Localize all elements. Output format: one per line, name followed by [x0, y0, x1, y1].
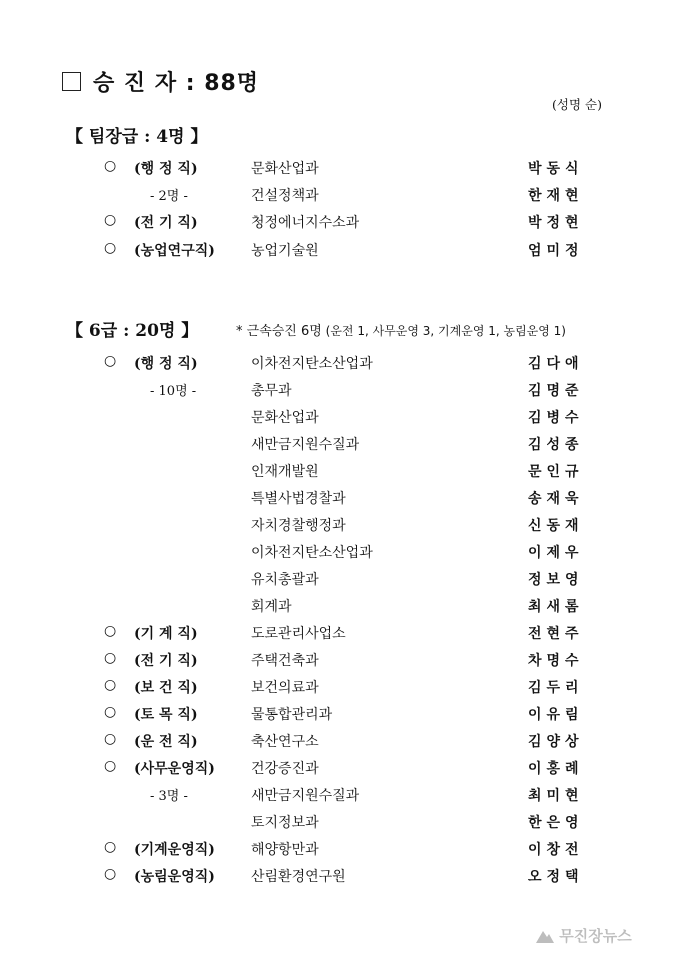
person-name: 엄미정	[528, 242, 584, 259]
person-name: 최미현	[528, 788, 584, 804]
list-item	[0, 758, 680, 784]
seniority-note-prefix: * 근속승진 6명	[236, 324, 322, 339]
person-name: 김두리	[528, 680, 584, 696]
list-item	[0, 839, 680, 865]
bullet-circle-icon: ○	[104, 731, 117, 747]
person-name: 문인규	[528, 464, 584, 480]
person-name: 이제우	[528, 545, 584, 561]
list-item	[0, 731, 680, 757]
list-item	[0, 569, 680, 595]
job-category: (운 전 직)	[134, 734, 198, 750]
person-name: 김다애	[528, 356, 584, 372]
department: 문화산업과	[251, 161, 319, 177]
list-item	[0, 542, 680, 568]
page-title	[62, 66, 259, 97]
title-text: 승 진 자 : 88명	[93, 71, 260, 96]
bullet-circle-icon: ○	[104, 158, 117, 174]
list-item	[0, 353, 680, 379]
list-item	[0, 785, 680, 811]
bullet-circle-icon: ○	[104, 704, 117, 720]
seniority-note	[236, 320, 566, 339]
group-count: - 3명 -	[150, 789, 188, 804]
person-name: 한은영	[528, 815, 584, 831]
department: 청정에너지수소과	[251, 215, 360, 232]
person-name: 송재욱	[528, 491, 584, 507]
job-category: (사무운영직)	[134, 761, 215, 777]
list-item	[0, 650, 680, 676]
list-item	[0, 488, 680, 514]
bullet-circle-icon: ○	[104, 212, 117, 229]
person-name: 차명수	[528, 653, 584, 669]
list-item	[0, 515, 680, 541]
person-name: 한재현	[528, 188, 584, 205]
department: 토지정보과	[251, 815, 319, 831]
bullet-circle-icon: ○	[104, 239, 117, 256]
person-name: 박동식	[528, 161, 584, 177]
bullet-circle-icon: ○	[104, 758, 117, 774]
department: 도로관리사업소	[251, 626, 346, 642]
list-item	[0, 461, 680, 487]
job-category: (전 기 직)	[134, 215, 198, 232]
list-item	[0, 212, 680, 238]
job-category: (행 정 직)	[134, 356, 198, 372]
job-category: (보 건 직)	[134, 680, 198, 696]
department: 유치총괄과	[251, 572, 319, 588]
person-name: 이홍례	[528, 761, 584, 777]
person-name: 이창전	[528, 842, 584, 858]
job-category: (농림운영직)	[134, 869, 215, 885]
person-name: 전현주	[528, 626, 584, 642]
person-name: 오정택	[528, 869, 584, 885]
list-item	[0, 623, 680, 649]
group-count: - 10명 -	[150, 384, 197, 399]
department: 산림환경연구원	[251, 869, 346, 885]
job-category: (기 계 직)	[134, 626, 198, 642]
person-name: 정보영	[528, 572, 584, 588]
person-name: 최새롬	[528, 599, 584, 615]
department: 총무과	[251, 383, 292, 399]
person-name: 김양상	[528, 734, 584, 750]
person-name: 신동재	[528, 518, 584, 534]
department: 축산연구소	[251, 734, 319, 750]
list-item	[0, 596, 680, 622]
watermark-logo	[536, 925, 632, 946]
department: 이차전지탄소산업과	[251, 356, 373, 372]
list-item	[0, 158, 680, 184]
bullet-circle-icon: ○	[104, 677, 117, 693]
checkbox-square-icon	[62, 72, 81, 91]
person-name: 박정현	[528, 215, 584, 232]
department: 농업기술원	[251, 242, 319, 259]
bullet-circle-icon: ○	[104, 866, 117, 882]
watermark-text: 무진장뉴스	[559, 927, 632, 945]
list-item	[0, 677, 680, 703]
list-item	[0, 812, 680, 838]
department: 건강증진과	[251, 761, 319, 777]
job-category: (기계운영직)	[134, 842, 215, 858]
department: 이차전지탄소산업과	[251, 545, 373, 561]
job-category: (전 기 직)	[134, 653, 198, 669]
department: 보건의료과	[251, 680, 319, 696]
job-category: (토 목 직)	[134, 707, 198, 723]
job-category: (농업연구직)	[134, 242, 215, 259]
person-name: 김성종	[528, 437, 584, 453]
person-name: 김병수	[528, 410, 584, 426]
section-heading-team-leader: 【 팀장급 : 4명 】	[66, 127, 208, 147]
list-item	[0, 434, 680, 460]
department: 특별사법경찰과	[251, 491, 346, 507]
list-item	[0, 185, 680, 211]
seniority-note-detail: (운전 1, 사무운영 3, 기계운영 1, 농림운영 1)	[325, 324, 566, 338]
bullet-circle-icon: ○	[104, 650, 117, 666]
department: 건설정책과	[251, 188, 319, 205]
department: 회계과	[251, 599, 292, 615]
bullet-circle-icon: ○	[104, 353, 117, 369]
list-item	[0, 866, 680, 892]
list-item	[0, 380, 680, 406]
person-name: 김명준	[528, 383, 584, 399]
department: 해양항만과	[251, 842, 319, 858]
list-item	[0, 407, 680, 433]
section-heading-grade6: 【 6급 : 20명 】	[66, 321, 199, 341]
department: 문화산업과	[251, 410, 319, 426]
department: 자치경찰행정과	[251, 518, 346, 534]
department: 새만금지원수질과	[251, 788, 360, 804]
order-note: (성명 순)	[552, 97, 602, 112]
group-count: - 2명 -	[150, 189, 188, 205]
department: 인재개발원	[251, 464, 319, 480]
job-category: (행 정 직)	[134, 161, 198, 177]
list-item	[0, 704, 680, 730]
department: 주택건축과	[251, 653, 319, 669]
department: 새만금지원수질과	[251, 437, 360, 453]
person-name: 이유림	[528, 707, 584, 723]
bullet-circle-icon: ○	[104, 623, 117, 639]
mountain-logo-icon	[536, 929, 554, 943]
department: 물통합관리과	[251, 707, 333, 723]
bullet-circle-icon: ○	[104, 839, 117, 855]
list-item	[0, 240, 680, 266]
